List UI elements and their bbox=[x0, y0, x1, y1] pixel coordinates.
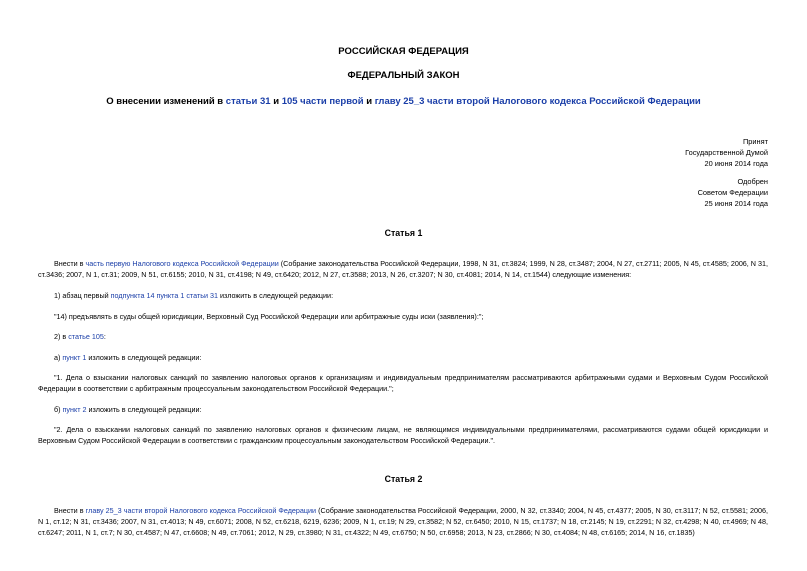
law-title bbox=[0, 96, 807, 107]
link-chapter-25-3-part-two[interactable]: главу 25_3 части второй Налогового кодекса Российской Федерации bbox=[85, 506, 317, 515]
approved-block bbox=[698, 176, 768, 209]
paragraph-text: (Собрание законодательства Российской Федерации, 2000, N 32, ст.3340; 2004, N 45, ст.4377; 2005, N 30, ст.3117; N 52, ст.5581; 2006, N 1, ст.12; N 31, ст.3436; 2007, N 31, ст.4013; N 49, ст.6071; 2008, N 52, ст.6218, 6219, 6236; 2009, N 1, ст.19; N 29, ст.3582; N 52, ст.6450; 2010, N 15, ст.1737; N 18, ст.2145; N 19, ст.2291; N 32, ст.4298; N 40, ст.4969; N 48, ст.6247; 2011, N 1, ст.7; N 30, ст.4587; N 47, ст.6608; N 49, ст.7061; 2012, N 29, ст.3980; N 31, ст.4322; N 49, ст.6750; N 50, ст.6958; 2013, N 23, ст.2866; N 30, ст.4084; N 48, ст.6165; 2014, N 16, ст.1835) bbox=[38, 506, 769, 537]
link-subpoint-14[interactable]: подпункта 14 пункта 1 статьи 31 bbox=[110, 291, 219, 300]
paragraph-text: 1) абзац первый bbox=[54, 291, 111, 300]
article-1-intro bbox=[38, 258, 768, 280]
article-1-sub-b bbox=[38, 404, 768, 415]
article-1-item-1-quote: "14) предъявлять в суды общей юрисдикции, Верховный Суд Российской Федерации или арбитражные суды иски (заявления):"; bbox=[54, 312, 484, 321]
law-title-text: и bbox=[270, 96, 282, 107]
article-2-heading: Статья 2 bbox=[384, 474, 423, 484]
article-1-sub-b-quote: "2. Дела о взыскании налоговых санкций по заявлению налоговых органов к физическим лицам, не являющимся индивидуальными предпринимателями, рассматриваются судами общей юрисдикции и Верховным Судом Российской Федерации в соответствии с гражданским процессуальным законодательством Российской Федерации.". bbox=[38, 425, 768, 445]
article-1-sub-a bbox=[38, 352, 768, 363]
paragraph-text: б) bbox=[54, 405, 63, 414]
article-2-intro bbox=[38, 505, 768, 538]
article-1-sub-a-quote: "1. Дела о взыскании налоговых санкций по заявлению налоговых органов к организациям и индивидуальным предпринимателям рассматриваются арбитражными судами и Верховным Судом Российской Федерации в соответствии с арбитражным процессуальным законодательством Российской Федерации."; bbox=[38, 373, 768, 393]
paragraph-text: а) bbox=[54, 353, 63, 362]
article-1-heading: Статья 1 bbox=[384, 228, 423, 238]
paragraph-text: 2) в bbox=[54, 332, 69, 341]
link-part-one-tax-code[interactable]: часть первую Налогового кодекса Российской Федерации bbox=[85, 259, 279, 268]
paragraph-text: изложить в следующей редакции: bbox=[86, 405, 202, 414]
doc-type-title: ФЕДЕРАЛЬНЫЙ ЗАКОН bbox=[347, 70, 460, 81]
link-chapter-25-3[interactable]: главу 25_3 части второй Налогового кодекса Российской Федерации bbox=[374, 96, 701, 107]
paragraph-text: Внести в bbox=[54, 506, 86, 515]
approved-label: Одобрен bbox=[737, 177, 768, 186]
paragraph-text: (Собрание законодательства Российской Федерации, 1998, N 31, ст.3824; 1999, N 28, ст.3487; 2004, N 27, ст.2711; 2005, N 45, ст.4585; 2006, N 31, ст.3436; 2007, N 1, ст.31; 2009, N 51, ст.6155; 2010, N 31, ст.4198; N 49, ст.6420; 2012, N 27, ст.3588; 2013, N 26, ст.3207; N 30, ст.4081; 2014, N 14, ст.1544) следующие изменения: bbox=[38, 259, 768, 279]
link-point-1[interactable]: пункт 1 bbox=[62, 353, 87, 362]
link-article-31[interactable]: статьи 31 bbox=[225, 96, 271, 107]
paragraph-text: Внести в bbox=[54, 259, 86, 268]
approved-body: Советом Федерации bbox=[697, 188, 768, 197]
accepted-body: Государственной Думой bbox=[685, 148, 768, 157]
paragraph-text: изложить в следующей редакции: bbox=[218, 291, 334, 300]
paragraph-text: изложить в следующей редакции: bbox=[86, 353, 202, 362]
law-title-text: и bbox=[363, 96, 375, 107]
accepted-label: Принят bbox=[742, 137, 768, 146]
accepted-block bbox=[685, 136, 768, 169]
link-article-105[interactable]: статье 105 bbox=[68, 332, 104, 341]
approved-date: 25 июня 2014 года bbox=[704, 199, 768, 208]
accepted-date: 20 июня 2014 года bbox=[704, 159, 768, 168]
article-1-item-2 bbox=[38, 331, 768, 342]
link-105-part-one[interactable]: 105 части первой bbox=[281, 96, 364, 107]
paragraph-text: : bbox=[103, 332, 106, 341]
link-point-2[interactable]: пункт 2 bbox=[62, 405, 87, 414]
law-title-text: О внесении изменений в bbox=[106, 96, 226, 107]
country-title: РОССИЙСКАЯ ФЕДЕРАЦИЯ bbox=[338, 46, 469, 57]
article-1-item-1 bbox=[38, 290, 768, 301]
